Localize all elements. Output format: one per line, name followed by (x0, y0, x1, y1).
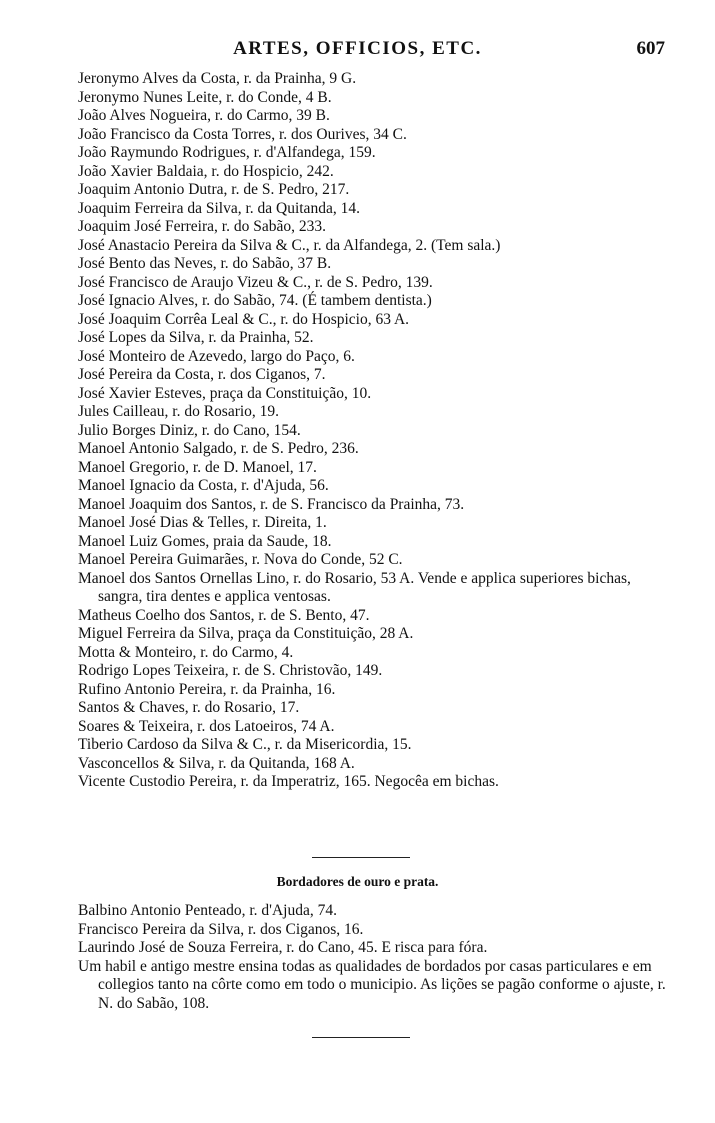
section-title: Bordadores de ouro e prata. (276, 874, 439, 889)
list-item: Vicente Custodio Pereira, r. da Imperatriz, 165. Negocêa em bichas. (78, 773, 499, 790)
list-item: José Joaquim Corrêa Leal & C., r. do Hospicio, 63 A. (78, 310, 410, 328)
list-item: José Anastacio Pereira da Silva & C., r. da Alfandega, 2. (Tem sala.) (78, 236, 501, 254)
list-item: Jeronymo Alves da Costa, r. da Prainha, 9 G. (78, 70, 357, 87)
list-item: Manoel dos Santos Ornellas Lino, r. do Rosario, 53 A. Vende e applica superiores bichas, sangra, tira dentes e applica ventosas. (78, 569, 631, 605)
list-item: José Bento das Neves, r. do Sabão, 37 B. (78, 255, 332, 272)
list-item: Soares & Teixeira, r. dos Latoeiros, 74 A. (78, 717, 335, 735)
running-head: ARTES, OFFICIOS, ETC. (233, 38, 482, 59)
list-item: Manoel Pereira Guimarães, r. Nova do Conde, 52 C. (78, 551, 403, 568)
section-divider-top (312, 857, 410, 858)
list-item: Rufino Antonio Pereira, r. da Prainha, 16. (78, 680, 336, 698)
list-item: Um habil e antigo mestre ensina todas as qualidades de bordados por casas particulares e em collegios tanto na côrte como em todo o municipio. As lições se pagão conforme o ajuste, r. N. do Sabão, 108. (78, 957, 666, 1012)
list-item: Manoel Antonio Salgado, r. de S. Pedro, 236. (78, 440, 359, 457)
list-item: Vasconcellos & Silva, r. da Quitanda, 168 A. (78, 754, 355, 772)
list-item: João Alves Nogueira, r. do Carmo, 39 B. (78, 107, 330, 124)
list-item: Jules Cailleau, r. do Rosario, 19. (78, 403, 280, 420)
directory-entries (78, 70, 678, 792)
section-divider-bottom (312, 1037, 410, 1038)
list-item: João Xavier Baldaia, r. do Hospicio, 242. (78, 162, 334, 180)
list-item: Joaquim José Ferreira, r. do Sabão, 233. (78, 218, 326, 235)
list-item: José Ignacio Alves, r. do Sabão, 74. (É tambem dentista.) (78, 292, 432, 309)
list-item: Francisco Pereira da Silva, r. dos Ciganos, 16. (78, 920, 364, 938)
list-item: Santos & Chaves, r. do Rosario, 17. (78, 699, 300, 716)
list-item: Julio Borges Diniz, r. do Cano, 154. (78, 421, 301, 439)
list-item: João Francisco da Costa Torres, r. dos Ourives, 34 C. (78, 125, 407, 143)
section-entries (78, 902, 678, 1013)
list-item: Motta & Monteiro, r. do Carmo, 4. (78, 643, 294, 661)
page-header (0, 38, 715, 68)
list-item: Manoel Luiz Gomes, praia da Saude, 18. (78, 532, 332, 550)
list-item: José Lopes da Silva, r. da Prainha, 52. (78, 329, 314, 346)
list-item: Manoel José Dias & Telles, r. Direita, 1. (78, 514, 327, 531)
list-item: Balbino Antonio Penteado, r. d'Ajuda, 74. (78, 902, 337, 919)
list-item: Manoel Gregorio, r. de D. Manoel, 17. (78, 458, 317, 476)
list-item: Matheus Coelho dos Santos, r. de S. Bento, 47. (78, 606, 370, 624)
list-item: Tiberio Cardoso da Silva & C., r. da Misericordia, 15. (78, 736, 412, 753)
list-item: Miguel Ferreira da Silva, praça da Constituição, 28 A. (78, 625, 414, 642)
list-item: Joaquim Antonio Dutra, r. de S. Pedro, 217. (78, 181, 350, 198)
list-item: José Xavier Esteves, praça da Constituição, 10. (78, 384, 372, 402)
list-item: João Raymundo Rodrigues, r. d'Alfandega, 159. (78, 144, 376, 161)
list-item: Manoel Ignacio da Costa, r. d'Ajuda, 56. (78, 477, 329, 494)
list-item: Rodrigo Lopes Teixeira, r. de S. Christovão, 149. (78, 662, 383, 679)
list-item: José Pereira da Costa, r. dos Ciganos, 7. (78, 366, 326, 383)
list-item: José Francisco de Araujo Vizeu & C., r. de S. Pedro, 139. (78, 273, 433, 291)
list-item: José Monteiro de Azevedo, largo do Paço, 6. (78, 347, 355, 365)
page-number: 607 (636, 38, 665, 59)
list-item: Manoel Joaquim dos Santos, r. de S. Francisco da Prainha, 73. (78, 495, 465, 513)
list-item: Joaquim Ferreira da Silva, r. da Quitanda, 14. (78, 199, 360, 217)
list-item: Laurindo José de Souza Ferreira, r. do Cano, 45. E risca para fóra. (78, 939, 488, 956)
list-item: Jeronymo Nunes Leite, r. do Conde, 4 B. (78, 88, 332, 106)
